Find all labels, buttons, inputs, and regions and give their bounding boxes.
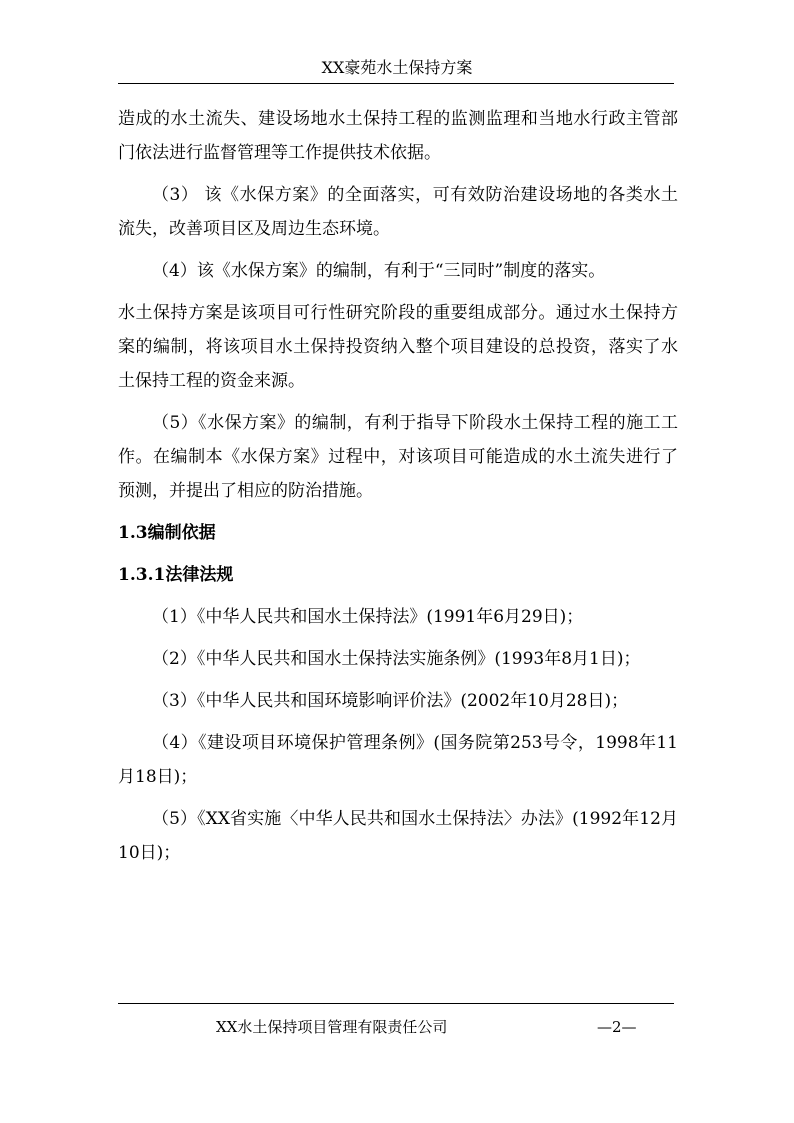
list-item: （1）《中华人民共和国水土保持法》(1991年6月29日)； <box>152 607 584 627</box>
section-heading: 1.3编制依据 <box>118 523 216 543</box>
footer-divider <box>118 1003 674 1004</box>
subsection-heading: 1.3.1法律法规 <box>118 565 234 585</box>
page-header-title: XX豪苑水土保持方案 <box>321 58 473 77</box>
paragraph: （4）该《水保方案》的编制，有利于“三同时”制度的落实。 <box>152 261 606 281</box>
document-body <box>118 102 678 878</box>
list-item: （5）《XX省实施〈中华人民共和国水土保持法〉办法》(1992年12月10日)； <box>118 809 678 863</box>
paragraph: （5）《水保方案》的编制，有利于指导下阶段水土保持工程的施工工作。在编制本《水保方案》过程中，对该项目可能造成的水土流失进行了预测，并提出了相应的防治措施。 <box>118 413 678 501</box>
list-item: （3）《中华人民共和国环境影响评价法》(2002年10月28日)； <box>152 691 629 711</box>
footer-company-name: XX水土保持项目管理有限责任公司 <box>216 1018 448 1036</box>
paragraph: （3） 该《水保方案》的全面落实，可有效防治建设场地的各类水土流失，改善项目区及周边生态环境。 <box>118 185 678 239</box>
paragraph: 造成的水土流失、建设场地水土保持工程的监测监理和当地水行政主管部门依法进行监督管理等工作提供技术依据。 <box>118 109 678 163</box>
list-item: （4）《建设项目环境保护管理条例》(国务院第253号令，1998年11月18日)； <box>118 733 678 787</box>
header-divider <box>118 83 674 84</box>
paragraph: 水土保持方案是该项目可行性研究阶段的重要组成部分。通过水土保持方案的编制，将该项目水土保持投资纳入整个项目建设的总投资，落实了水土保持工程的资金来源。 <box>118 303 678 391</box>
list-item: （2）《中华人民共和国水土保持法实施条例》(1993年8月1日)； <box>152 649 641 669</box>
page-number: —2— <box>597 1018 637 1036</box>
